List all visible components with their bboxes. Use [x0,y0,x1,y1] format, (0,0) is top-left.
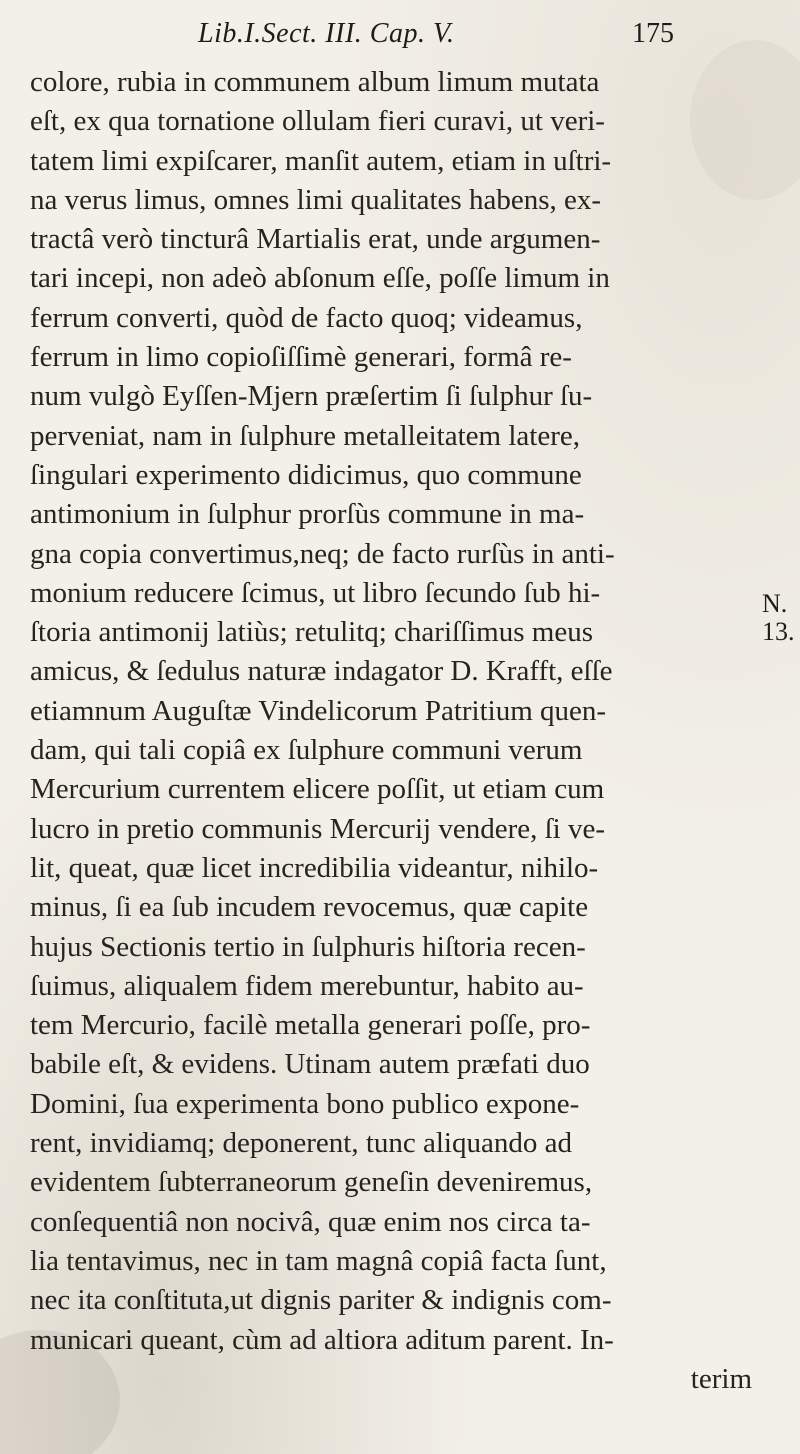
text-line: ſtoria antimonij latiùs; retulitq; chariſſimus meus [30,616,593,649]
text-line: Domini, ſua experimenta bono publico expone- [30,1087,580,1120]
text-line: perveniat, nam in ſulphure metalleitatem latere, [30,419,580,452]
text-line: lucro in pretio communis Mercurij vendere, ſi ve- [30,812,605,845]
text-line: num vulgò Eyſſen-Mjern præſertim ſi ſulphur ſu- [30,380,593,413]
marginal-note-number: 13. [762,617,795,646]
marginal-note [762,590,798,646]
text-line: lia tentavimus, nec in tam magnâ copiâ facta ſunt, [30,1244,607,1277]
text-line: gna copia convertimus,neq; de facto rurſùs in anti- [30,537,615,570]
text-line: tem Mercurio, facilè metalla generari poſſe, pro- [30,1009,591,1042]
running-head: Lib.I.Sect. III. Cap. V. [198,18,455,49]
page-number: 175 [632,18,674,49]
text-line: minus, ſi ea ſub incudem revocemus, quæ capite [30,891,589,924]
body-text [30,63,758,1399]
text-line: colore, rubia in communem album limum mutata [30,66,600,98]
text-line: na verus limus, omnes limi qualitates habens, ex- [30,183,602,216]
text-line: nec ita conſtituta,ut dignis pariter & indignis com- [30,1284,612,1317]
text-line: tatem limi expiſcarer, manſit autem, etiam in uſtri- [30,144,612,177]
text-line: conſequentiâ non nocivâ, quæ enim nos circa ta- [30,1205,591,1238]
text-line: terim [690,1362,752,1395]
text-line: Mercurium currentem elicere poſſit, ut etiam cum [30,773,605,806]
text-line: dam, qui tali copiâ ex ſulphure communi verum [30,734,583,767]
text-line: babile eſt, & evidens. Utinam autem præfati duo [30,1048,590,1081]
text-line: evidentem ſubterraneorum geneſin deveniremus, [30,1166,593,1199]
text-line: tari incepi, non adeò abſonum eſſe, poſſe limum in [30,262,610,295]
text-line: eſt, ex qua tornatione ollulam fieri curavi, ut veri- [30,105,605,138]
text-line: ſuimus, aliqualem fidem merebuntur, habito au- [30,969,584,1002]
text-line: monium reducere ſcimus, ut libro ſecundo ſub hi- [30,576,601,609]
text-line: amicus, & ſedulus naturæ indagator D. Krafft, eſſe [30,655,613,688]
text-line: etiamnum Auguſtæ Vindelicorum Patritium quen- [30,694,607,727]
text-line: rent, invidiamq; deponerent, tunc aliquando ad [30,1127,572,1160]
text-line: ferrum converti, quòd de facto quoq; videamus, [30,301,583,334]
text-line: municari queant, cùm ad altiora aditum parent. In- [30,1323,614,1356]
text-line: ſingulari experimento didicimus, quo commune [30,458,582,491]
text-line: tractâ verò tincturâ Martialis erat, unde argumen- [30,223,601,256]
text-line: hujus Sectionis tertio in ſulphuris hiſtoria recen- [30,930,586,963]
marginal-note-letter: N. [762,589,788,618]
text-line: lit, queat, quæ licet incredibilia videantur, nihilo- [30,851,599,884]
text-line: antimonium in ſulphur prorſùs commune in ma- [30,498,585,531]
page-header [0,14,800,54]
text-line: ferrum in limo copioſiſſimè generari, formâ re- [30,341,572,374]
